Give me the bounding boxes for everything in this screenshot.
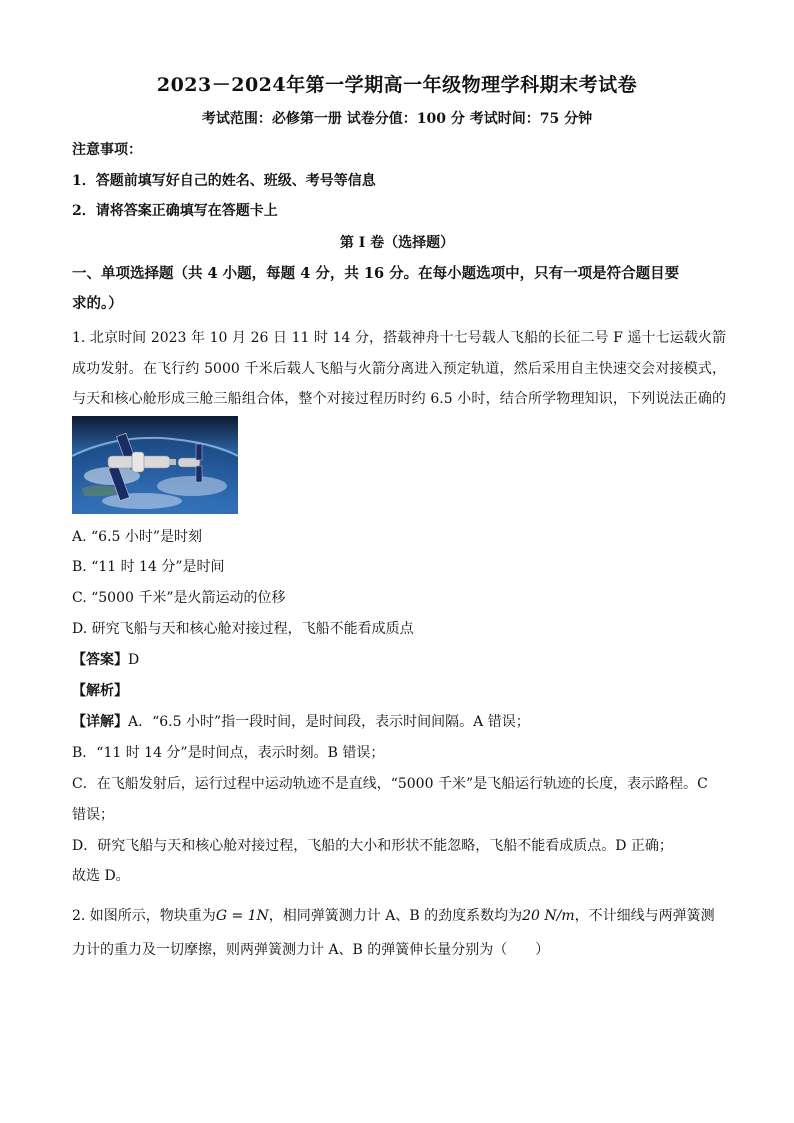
detail-c-line2: 错误；	[72, 807, 114, 823]
detail-label: 【详解】	[72, 714, 128, 730]
exam-title: 2023－2024年第一学期高一年级物理学科期末考试卷	[156, 74, 638, 96]
q2-text-b: ，相同弹簧测力计 A、B 的劲度系数均为	[268, 908, 523, 924]
q2-stiffness-formula: 20 N/m	[522, 908, 575, 924]
q1-conclusion: 故选 D。	[72, 868, 130, 884]
q2-text-a: 2. 如图所示，物块重为	[72, 908, 216, 924]
detail-b: B．“11 时 14 分”是时间点，表示时刻。B 错误；	[72, 745, 385, 761]
space-station-image	[72, 416, 238, 514]
section-heading-line2: 求的。）	[72, 295, 123, 312]
q1-option-c: C. “5000 千米”是火箭运动的位移	[72, 590, 286, 606]
notes-item-2: 2．请将答案正确填写在答题卡上	[72, 203, 278, 219]
q2-stem-line2: 力计的重力及一切摩擦，则两弹簧测力计 A、B 的弹簧伸长量分别为（ ）	[72, 942, 550, 958]
detail-a-text: A．“6.5 小时”指一段时间，是时间段，表示时间间隔。A 错误；	[128, 714, 530, 730]
answer-label: 【答案】	[72, 652, 128, 668]
q1-option-a: A. “6.5 小时”是时刻	[72, 529, 203, 545]
volume-heading: 第 I 卷（选择题）	[339, 235, 455, 251]
q2-weight-formula: G = 1N	[215, 908, 269, 924]
answer-value: D	[128, 652, 140, 668]
q1-stem: 1. 北京时间 2023 年 10 月 26 日 11 时 14 分，搭载神舟十七号载人飞船的长征二号 F 遥十七运载火箭成功发射。在飞行约 5000 千米后载人飞船与火箭分离进入预定轨道，然后采用自主快速交会对接模式，与天和核心舱形成三舱三船组合体，整个对接过程历时约 6.5 小时，结合所学物理知识，下列说法正确的	[72, 330, 726, 407]
detail-a	[72, 712, 732, 732]
analysis-label: 【解析】	[72, 683, 128, 699]
q1-answer	[72, 650, 732, 670]
detail-c-line1: C．在飞船发射后，运行过程中运动轨迹不是直线，“5000 千米”是飞船运行轨迹的长度，表示路程。C	[72, 776, 708, 792]
q1-option-b: B. “11 时 14 分”是时间	[72, 559, 225, 575]
q2-text-c: ，不计细线与两弹簧测	[574, 908, 715, 924]
detail-d: D．研究飞船与天和核心舱对接过程，飞船的大小和形状不能忽略，飞船不能看成质点。D 正确；	[72, 838, 673, 854]
notes-heading: 注意事项：	[72, 142, 142, 158]
q1-option-d: D. 研究飞船与天和核心舱对接过程，飞船不能看成质点	[72, 621, 414, 637]
q2-stem-line1	[72, 906, 732, 926]
section-heading-line1: 一、单项选择题（共 4 小题，每题 4 分，共 16 分。在每小题选项中，只有一项是符合题目要	[72, 265, 680, 282]
notes-item-1: 1．答题前填写好自己的姓名、班级、考号等信息	[72, 173, 376, 189]
exam-subtitle: 考试范围：必修第一册 试卷分值：100 分 考试时间：75 分钟	[201, 111, 593, 127]
